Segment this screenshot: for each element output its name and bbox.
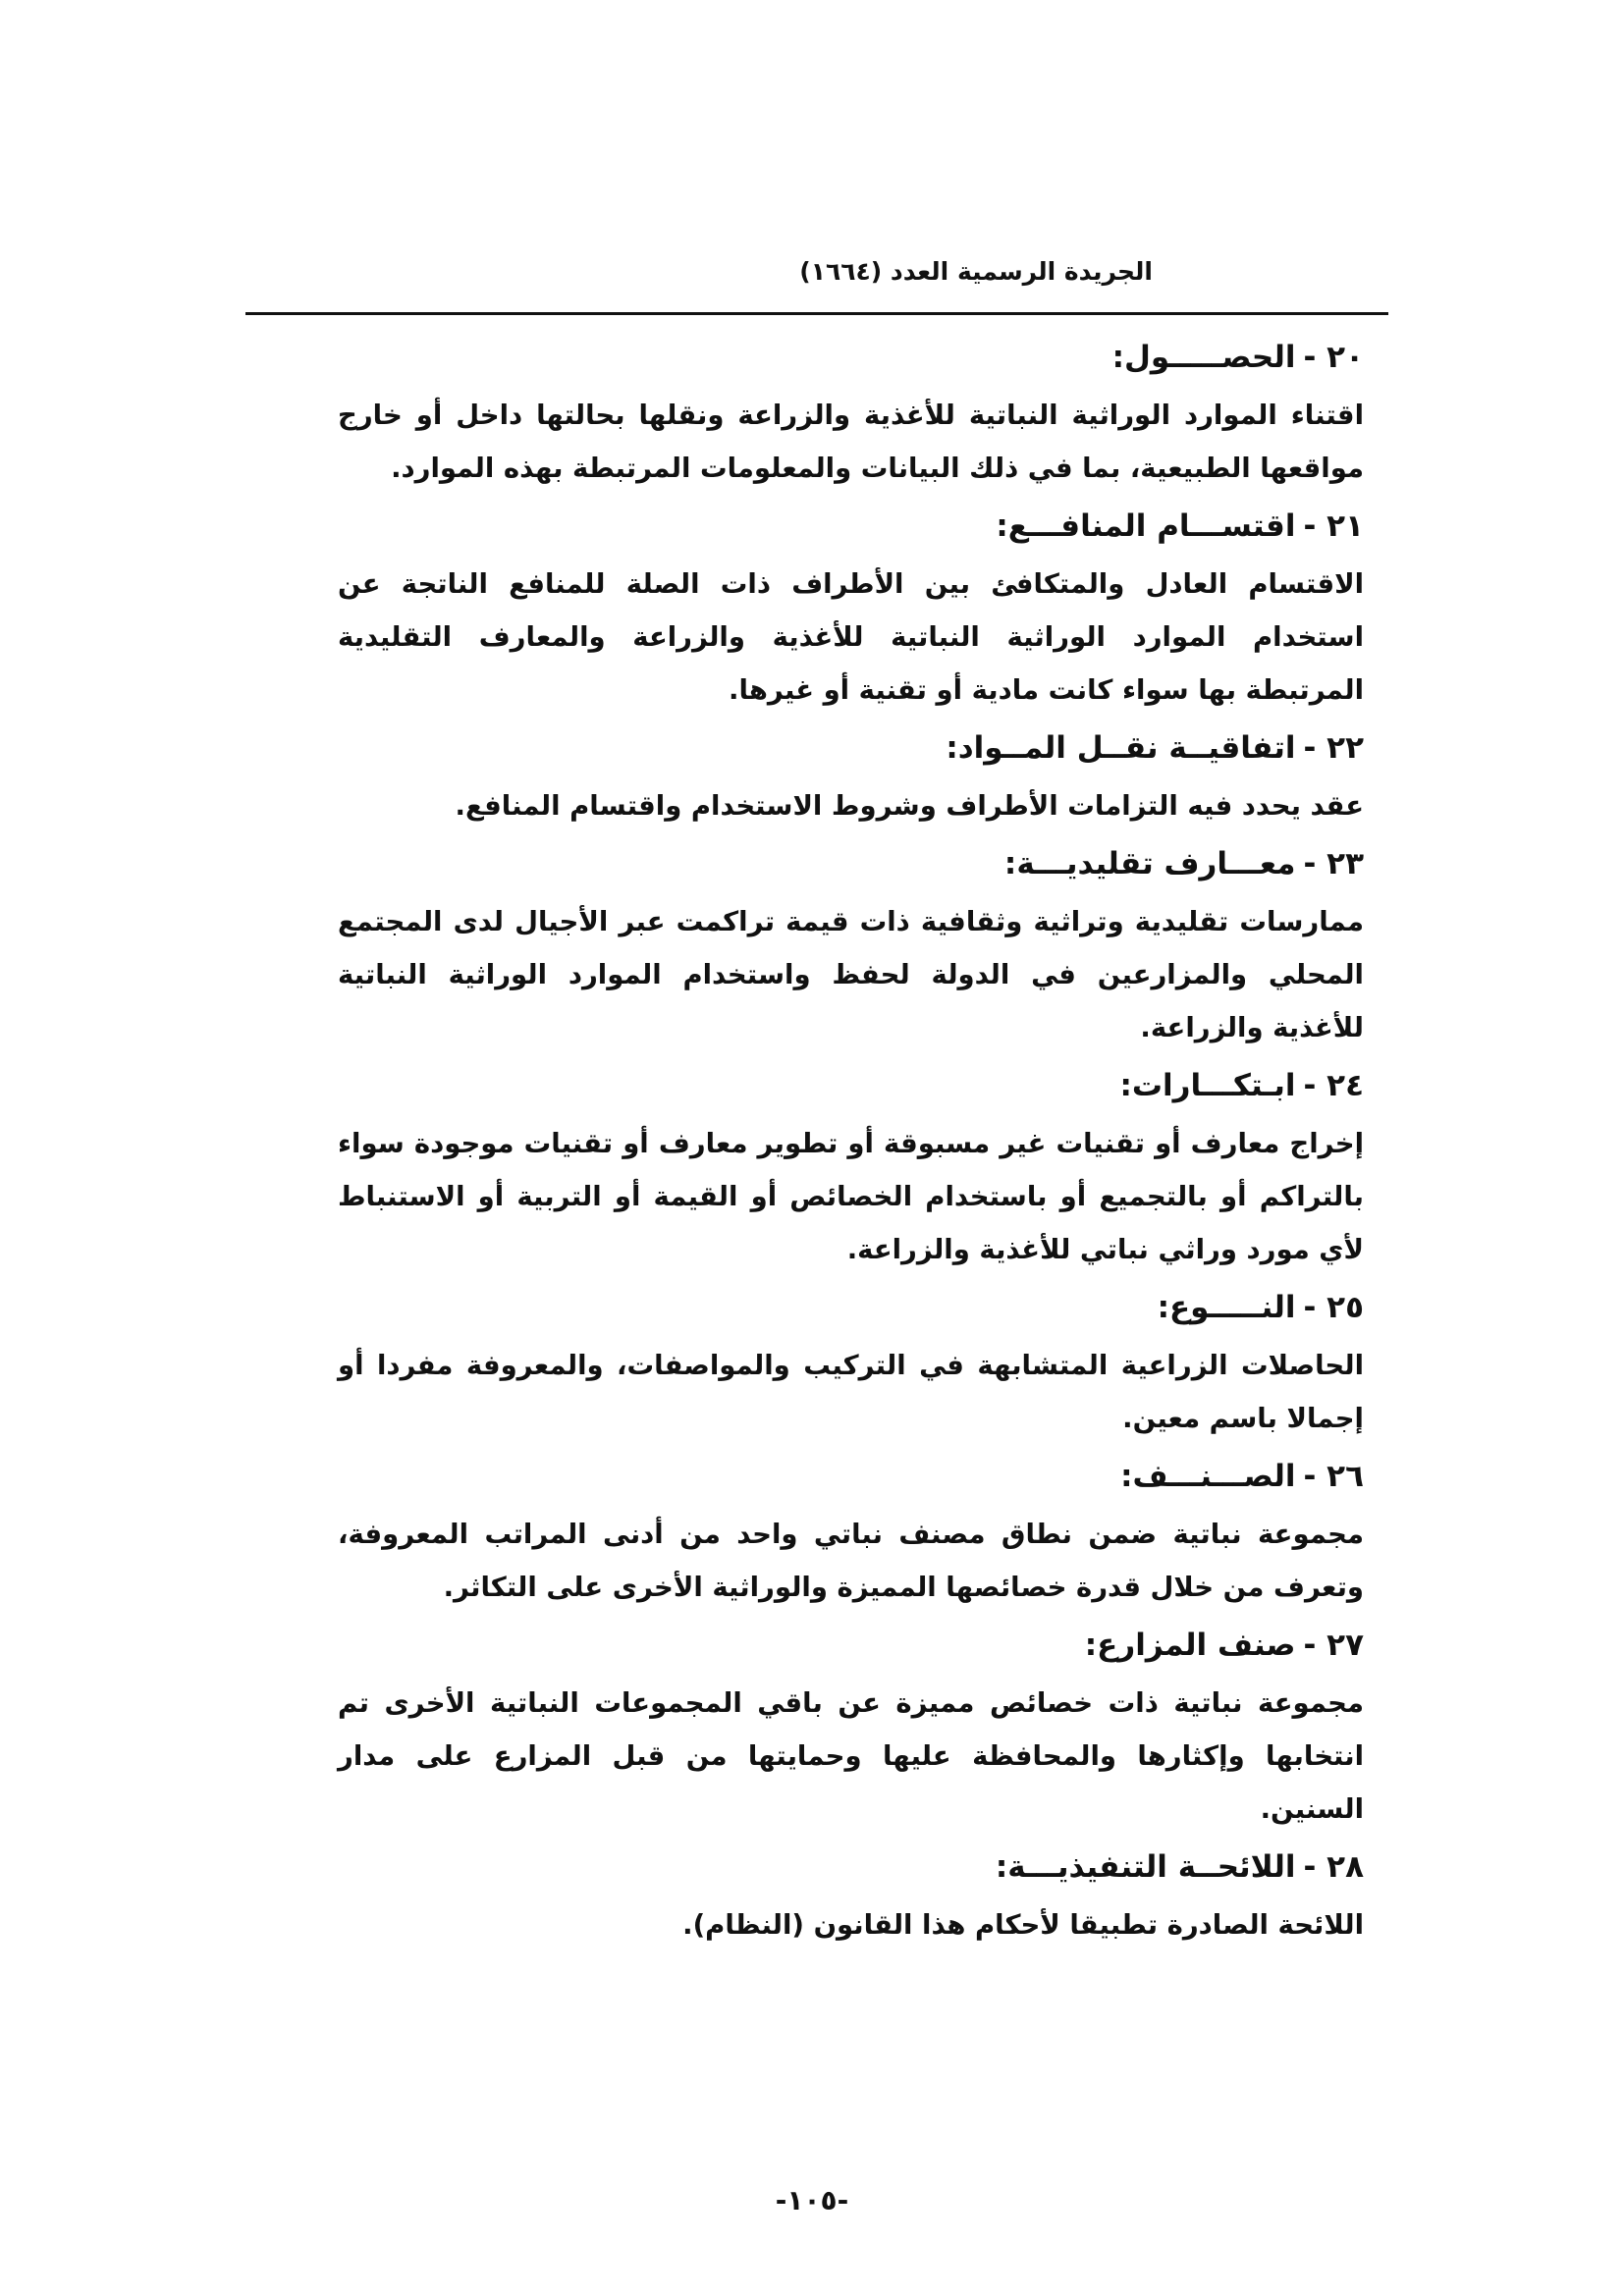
- page-header: [245, 257, 1388, 306]
- term-definition: اللائحة الصادرة تطبيقا لأحكام هذا القانون (النظام).: [682, 1909, 1364, 1941]
- term-27: [338, 1624, 1364, 1836]
- term-28: [338, 1845, 1364, 1951]
- term-title: اقتســـام المنافـــع:: [996, 508, 1296, 544]
- term-heading: [338, 1064, 1364, 1107]
- definitions-list: [338, 336, 1364, 1961]
- gazette-header-title: الجريدة الرسمية العدد (١٦٦٤): [799, 257, 1153, 286]
- page-number: -١٠٥-: [775, 2184, 849, 2216]
- term-definition: مجموعة نباتية ذات خصائص مميزة عن باقي المجموعات النباتية الأخرى تم انتخابها وإكثارها والمحافظة عليها وحمايتها من قبل المزارع على مدار السنين.: [338, 1687, 1364, 1825]
- term-definition: ممارسات تقليدية وتراثية وثقافية ذات قيمة تراكمت عبر الأجيال لدى المجتمع المحلي والمزارعين في الدولة لحفظ واستخدام الموارد الوراثية النباتية للأغذية والزراعة.: [338, 906, 1364, 1043]
- term-definition: مجموعة نباتية ضمن نطاق مصنف نباتي واحد من أدنى المراتب المعروفة، وتعرف من خلال قدرة خصائصها المميزة والوراثية الأخرى على التكاثر.: [338, 1519, 1364, 1603]
- term-title: اللائحــة التنفيذيـــة:: [995, 1849, 1296, 1885]
- term-21: [338, 505, 1364, 717]
- term-heading: [338, 842, 1364, 885]
- term-heading: [338, 726, 1364, 770]
- term-number: ٢١ -: [1303, 508, 1364, 544]
- term-heading: [338, 1455, 1364, 1498]
- term-title: معـــارف تقليديـــة:: [1003, 846, 1296, 881]
- term-title: ابـتكـــارات:: [1119, 1068, 1296, 1103]
- term-number: ٢٥ -: [1303, 1290, 1364, 1325]
- term-number: ٢٢ -: [1303, 730, 1364, 766]
- term-22: [338, 726, 1364, 832]
- term-23: [338, 842, 1364, 1054]
- term-heading: [338, 336, 1364, 379]
- term-number: ٢٨ -: [1303, 1849, 1364, 1885]
- term-26: [338, 1455, 1364, 1614]
- term-title: صنف المزارع:: [1084, 1628, 1296, 1663]
- term-25: [338, 1286, 1364, 1445]
- term-number: ٢٠ -: [1303, 340, 1364, 375]
- term-heading: [338, 1624, 1364, 1667]
- term-definition: الاقتسام العادل والمتكافئ بين الأطراف ذات الصلة للمنافع الناتجة عن استخدام الموارد الوراثية النباتية للأغذية والزراعة والمعارف التقليدية المرتبطة بها سواء كانت مادية أو تقنية أو غيرها.: [338, 568, 1364, 706]
- term-definition: الحاصلات الزراعية المتشابهة في التركيب والمواصفات، والمعروفة مفردا أو إجمالا باسم معين.: [338, 1350, 1364, 1434]
- term-number: ٢٦ -: [1303, 1459, 1364, 1494]
- header-divider: [245, 312, 1388, 315]
- term-heading: [338, 1286, 1364, 1329]
- term-heading: [338, 505, 1364, 548]
- term-number: ٢٣ -: [1303, 846, 1364, 881]
- term-title: النـــــوع:: [1157, 1290, 1296, 1325]
- term-definition: إخراج معارف أو تقنيات غير مسبوقة أو تطوير معارف أو تقنيات موجودة سواء بالتراكم أو بالتجميع أو باستخدام الخصائص أو القيمة أو التربية أو الاستنباط لأي مورد وراثي نباتي للأغذية والزراعة.: [338, 1128, 1364, 1265]
- term-title: الصـــنـــف:: [1120, 1459, 1296, 1494]
- term-24: [338, 1064, 1364, 1276]
- term-definition: اقتناء الموارد الوراثية النباتية للأغذية والزراعة ونقلها بحالتها داخل أو خارج مواقعها الطبيعية، بما في ذلك البيانات والمعلومات المرتبطة بهذه الموارد.: [338, 400, 1364, 484]
- term-number: ٢٧ -: [1303, 1628, 1364, 1663]
- term-title: اتفاقيــة نقــل المــواد:: [946, 730, 1296, 766]
- term-definition: عقد يحدد فيه التزامات الأطراف وشروط الاستخدام واقتسام المنافع.: [455, 790, 1364, 822]
- term-title: الحصـــــول:: [1111, 340, 1296, 375]
- term-number: ٢٤ -: [1303, 1068, 1364, 1103]
- term-heading: [338, 1845, 1364, 1889]
- term-20: [338, 336, 1364, 495]
